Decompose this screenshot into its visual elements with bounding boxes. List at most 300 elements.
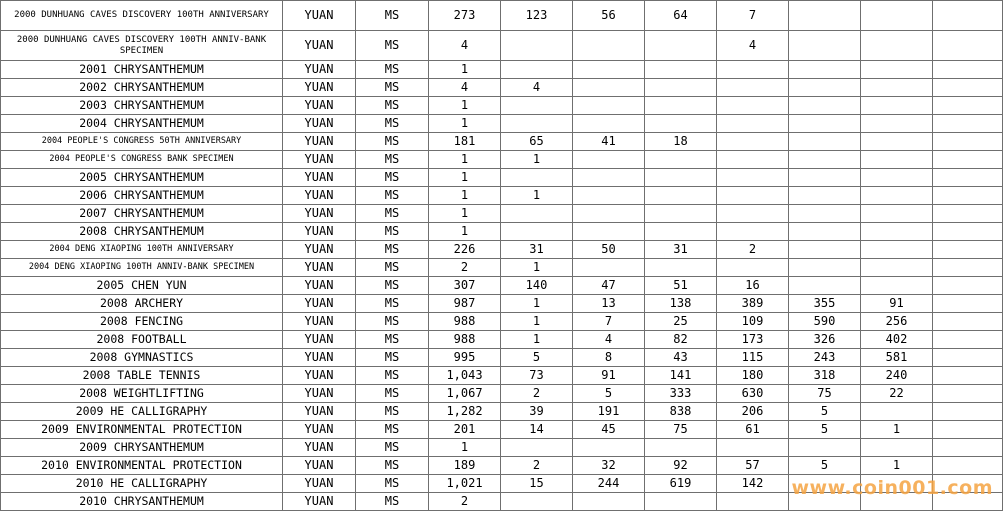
count-cell[interactable] xyxy=(789,133,861,151)
count-cell[interactable]: 5 xyxy=(789,403,861,421)
count-cell[interactable] xyxy=(645,79,717,97)
count-cell[interactable] xyxy=(717,187,789,205)
count-cell[interactable]: 1 xyxy=(429,223,501,241)
count-cell[interactable] xyxy=(645,223,717,241)
count-cell[interactable] xyxy=(501,31,573,61)
denomination-cell[interactable]: YUAN xyxy=(283,331,356,349)
count-cell[interactable]: 180 xyxy=(717,367,789,385)
count-cell[interactable] xyxy=(645,61,717,79)
grade-cell[interactable]: MS xyxy=(356,475,429,493)
count-cell[interactable]: 7 xyxy=(573,313,645,331)
count-cell[interactable] xyxy=(501,115,573,133)
count-cell[interactable]: 201 xyxy=(429,421,501,439)
count-cell[interactable] xyxy=(717,169,789,187)
grade-cell[interactable]: MS xyxy=(356,1,429,31)
count-cell[interactable]: 244 xyxy=(573,475,645,493)
count-cell[interactable]: 73 xyxy=(501,367,573,385)
count-cell[interactable]: 25 xyxy=(645,313,717,331)
count-cell[interactable] xyxy=(861,133,933,151)
count-cell[interactable] xyxy=(789,79,861,97)
count-cell[interactable] xyxy=(717,259,789,277)
count-cell[interactable] xyxy=(501,223,573,241)
count-cell[interactable] xyxy=(501,439,573,457)
denomination-cell[interactable]: YUAN xyxy=(283,457,356,475)
count-cell[interactable] xyxy=(789,187,861,205)
count-cell[interactable] xyxy=(789,115,861,133)
count-cell[interactable]: 14 xyxy=(501,421,573,439)
coin-name-cell[interactable]: 2010 CHRYSANTHEMUM xyxy=(1,493,283,511)
count-cell[interactable]: 57 xyxy=(717,457,789,475)
empty-cell[interactable] xyxy=(933,61,1003,79)
grade-cell[interactable]: MS xyxy=(356,31,429,61)
empty-cell[interactable] xyxy=(933,151,1003,169)
count-cell[interactable] xyxy=(789,169,861,187)
grade-cell[interactable]: MS xyxy=(356,97,429,115)
empty-cell[interactable] xyxy=(933,1,1003,31)
grade-cell[interactable]: MS xyxy=(356,259,429,277)
coin-name-cell[interactable]: 2004 CHRYSANTHEMUM xyxy=(1,115,283,133)
count-cell[interactable]: 43 xyxy=(645,349,717,367)
count-cell[interactable] xyxy=(645,151,717,169)
count-cell[interactable] xyxy=(789,1,861,31)
count-cell[interactable]: 123 xyxy=(501,1,573,31)
denomination-cell[interactable]: YUAN xyxy=(283,61,356,79)
count-cell[interactable]: 206 xyxy=(717,403,789,421)
denomination-cell[interactable]: YUAN xyxy=(283,115,356,133)
coin-name-cell[interactable]: 2000 DUNHUANG CAVES DISCOVERY 100TH ANNIVERSARY xyxy=(1,1,283,31)
empty-cell[interactable] xyxy=(933,349,1003,367)
grade-cell[interactable]: MS xyxy=(356,403,429,421)
count-cell[interactable]: 56 xyxy=(573,1,645,31)
grade-cell[interactable]: MS xyxy=(356,223,429,241)
count-cell[interactable]: 61 xyxy=(717,421,789,439)
count-cell[interactable] xyxy=(573,259,645,277)
count-cell[interactable] xyxy=(789,205,861,223)
count-cell[interactable]: 226 xyxy=(429,241,501,259)
count-cell[interactable]: 1,067 xyxy=(429,385,501,403)
count-cell[interactable]: 1,282 xyxy=(429,403,501,421)
denomination-cell[interactable]: YUAN xyxy=(283,133,356,151)
count-cell[interactable]: 1 xyxy=(501,331,573,349)
count-cell[interactable]: 1,043 xyxy=(429,367,501,385)
table-row xyxy=(1,169,1003,187)
grade-cell[interactable]: MS xyxy=(356,133,429,151)
coin-name-cell[interactable]: 2008 ARCHERY xyxy=(1,295,283,313)
count-cell[interactable]: 2 xyxy=(501,457,573,475)
empty-cell[interactable] xyxy=(933,277,1003,295)
count-cell[interactable]: 1 xyxy=(429,115,501,133)
count-cell[interactable]: 173 xyxy=(717,331,789,349)
table-row xyxy=(1,331,1003,349)
grade-cell[interactable]: MS xyxy=(356,439,429,457)
count-cell[interactable] xyxy=(573,493,645,511)
denomination-cell[interactable]: YUAN xyxy=(283,295,356,313)
count-cell[interactable] xyxy=(573,79,645,97)
count-cell[interactable] xyxy=(861,187,933,205)
denomination-cell[interactable]: YUAN xyxy=(283,259,356,277)
count-cell[interactable] xyxy=(573,205,645,223)
count-cell[interactable]: 109 xyxy=(717,313,789,331)
count-cell[interactable]: 82 xyxy=(645,331,717,349)
count-cell[interactable]: 619 xyxy=(645,475,717,493)
coin-name-cell[interactable]: 2008 CHRYSANTHEMUM xyxy=(1,223,283,241)
denomination-cell[interactable]: YUAN xyxy=(283,385,356,403)
count-cell[interactable]: 987 xyxy=(429,295,501,313)
count-cell[interactable]: 15 xyxy=(501,475,573,493)
count-cell[interactable] xyxy=(645,97,717,115)
empty-cell[interactable] xyxy=(933,223,1003,241)
count-cell[interactable]: 995 xyxy=(429,349,501,367)
count-cell[interactable] xyxy=(645,115,717,133)
count-cell[interactable]: 2 xyxy=(717,241,789,259)
empty-cell[interactable] xyxy=(933,31,1003,61)
count-cell[interactable]: 333 xyxy=(645,385,717,403)
count-cell[interactable] xyxy=(861,439,933,457)
coin-name-cell[interactable]: 2007 CHRYSANTHEMUM xyxy=(1,205,283,223)
coin-name-cell[interactable]: 2009 HE CALLIGRAPHY xyxy=(1,403,283,421)
count-cell[interactable] xyxy=(501,169,573,187)
count-cell[interactable]: 191 xyxy=(573,403,645,421)
count-cell[interactable] xyxy=(861,97,933,115)
grade-cell[interactable]: MS xyxy=(356,385,429,403)
count-cell[interactable] xyxy=(645,259,717,277)
empty-cell[interactable] xyxy=(933,187,1003,205)
count-cell[interactable]: 1 xyxy=(429,97,501,115)
denomination-cell[interactable]: YUAN xyxy=(283,205,356,223)
count-cell[interactable]: 4 xyxy=(573,331,645,349)
count-cell[interactable] xyxy=(717,133,789,151)
count-cell[interactable]: 31 xyxy=(501,241,573,259)
empty-cell[interactable] xyxy=(933,169,1003,187)
count-cell[interactable] xyxy=(717,205,789,223)
grade-cell[interactable]: MS xyxy=(356,457,429,475)
grade-cell[interactable]: MS xyxy=(356,79,429,97)
denomination-cell[interactable]: YUAN xyxy=(283,79,356,97)
empty-cell[interactable] xyxy=(933,331,1003,349)
table-body xyxy=(1,1,1003,511)
denomination-cell[interactable]: YUAN xyxy=(283,31,356,61)
coin-name-cell[interactable]: 2008 WEIGHTLIFTING xyxy=(1,385,283,403)
count-cell[interactable] xyxy=(789,439,861,457)
count-cell[interactable]: 8 xyxy=(573,349,645,367)
coin-name-cell[interactable]: 2004 DENG XIAOPING 100TH ANNIV-BANK SPECIMEN xyxy=(1,259,283,277)
grade-cell[interactable]: MS xyxy=(356,421,429,439)
count-cell[interactable]: 181 xyxy=(429,133,501,151)
count-cell[interactable]: 1 xyxy=(501,151,573,169)
count-cell[interactable]: 18 xyxy=(645,133,717,151)
empty-cell[interactable] xyxy=(933,403,1003,421)
count-cell[interactable]: 91 xyxy=(861,295,933,313)
empty-cell[interactable] xyxy=(933,133,1003,151)
count-cell[interactable] xyxy=(573,439,645,457)
coin-name-cell[interactable]: 2010 HE CALLIGRAPHY xyxy=(1,475,283,493)
count-cell[interactable]: 590 xyxy=(789,313,861,331)
grade-cell[interactable]: MS xyxy=(356,295,429,313)
coin-name-cell[interactable]: 2004 PEOPLE'S CONGRESS 50TH ANNIVERSARY xyxy=(1,133,283,151)
count-cell[interactable] xyxy=(861,277,933,295)
count-cell[interactable]: 45 xyxy=(573,421,645,439)
count-cell[interactable]: 5 xyxy=(501,349,573,367)
count-cell[interactable]: 1 xyxy=(501,295,573,313)
coin-name-cell[interactable]: 2005 CHRYSANTHEMUM xyxy=(1,169,283,187)
count-cell[interactable] xyxy=(861,151,933,169)
count-cell[interactable] xyxy=(573,115,645,133)
coin-name-cell[interactable]: 2004 DENG XIAOPING 100TH ANNIVERSARY xyxy=(1,241,283,259)
grade-cell[interactable]: MS xyxy=(356,205,429,223)
count-cell[interactable]: 41 xyxy=(573,133,645,151)
count-cell[interactable]: 1 xyxy=(861,457,933,475)
count-cell[interactable]: 2 xyxy=(429,493,501,511)
count-cell[interactable]: 389 xyxy=(717,295,789,313)
count-cell[interactable]: 988 xyxy=(429,313,501,331)
count-cell[interactable]: 65 xyxy=(501,133,573,151)
count-cell[interactable]: 92 xyxy=(645,457,717,475)
table-row xyxy=(1,205,1003,223)
coin-name-cell[interactable]: 2001 CHRYSANTHEMUM xyxy=(1,61,283,79)
count-cell[interactable] xyxy=(717,151,789,169)
count-cell[interactable] xyxy=(861,259,933,277)
grade-cell[interactable]: MS xyxy=(356,331,429,349)
empty-cell[interactable] xyxy=(933,259,1003,277)
count-cell[interactable]: 326 xyxy=(789,331,861,349)
count-cell[interactable]: 75 xyxy=(789,385,861,403)
coin-name-cell[interactable]: 2008 GYMNASTICS xyxy=(1,349,283,367)
count-cell[interactable]: 16 xyxy=(717,277,789,295)
denomination-cell[interactable]: YUAN xyxy=(283,313,356,331)
count-cell[interactable]: 142 xyxy=(717,475,789,493)
count-cell[interactable]: 189 xyxy=(429,457,501,475)
empty-cell[interactable] xyxy=(933,457,1003,475)
count-cell[interactable]: 402 xyxy=(861,331,933,349)
denomination-cell[interactable]: YUAN xyxy=(283,223,356,241)
count-cell[interactable] xyxy=(717,97,789,115)
coin-name-cell[interactable]: 2005 CHEN YUN xyxy=(1,277,283,295)
count-cell[interactable]: 31 xyxy=(645,241,717,259)
count-cell[interactable] xyxy=(717,79,789,97)
coin-name-cell[interactable]: 2008 FENCING xyxy=(1,313,283,331)
grade-cell[interactable]: MS xyxy=(356,115,429,133)
denomination-cell[interactable]: YUAN xyxy=(283,493,356,511)
count-cell[interactable]: 2 xyxy=(429,259,501,277)
count-cell[interactable] xyxy=(861,79,933,97)
grade-cell[interactable]: MS xyxy=(356,61,429,79)
count-cell[interactable]: 7 xyxy=(717,1,789,31)
count-cell[interactable] xyxy=(501,61,573,79)
coin-name-cell[interactable]: 2009 CHRYSANTHEMUM xyxy=(1,439,283,457)
count-cell[interactable]: 1 xyxy=(429,205,501,223)
count-cell[interactable] xyxy=(861,1,933,31)
count-cell[interactable] xyxy=(717,493,789,511)
count-cell[interactable] xyxy=(789,61,861,79)
count-cell[interactable]: 243 xyxy=(789,349,861,367)
count-cell[interactable]: 240 xyxy=(861,367,933,385)
empty-cell[interactable] xyxy=(933,115,1003,133)
grade-cell[interactable]: MS xyxy=(356,367,429,385)
denomination-cell[interactable]: YUAN xyxy=(283,187,356,205)
count-cell[interactable]: 51 xyxy=(645,277,717,295)
count-cell[interactable]: 140 xyxy=(501,277,573,295)
count-cell[interactable]: 32 xyxy=(573,457,645,475)
count-cell[interactable]: 141 xyxy=(645,367,717,385)
count-cell[interactable] xyxy=(645,205,717,223)
count-cell[interactable] xyxy=(645,439,717,457)
grade-cell[interactable]: MS xyxy=(356,313,429,331)
coin-name-cell[interactable]: 2008 TABLE TENNIS xyxy=(1,367,283,385)
coin-name-cell[interactable]: 2002 CHRYSANTHEMUM xyxy=(1,79,283,97)
count-cell[interactable]: 4 xyxy=(717,31,789,61)
count-cell[interactable]: 47 xyxy=(573,277,645,295)
empty-cell[interactable] xyxy=(933,97,1003,115)
count-cell[interactable]: 1 xyxy=(501,187,573,205)
empty-cell[interactable] xyxy=(933,385,1003,403)
coin-name-cell[interactable]: 2009 ENVIRONMENTAL PROTECTION xyxy=(1,421,283,439)
coin-name-cell[interactable]: 2010 ENVIRONMENTAL PROTECTION xyxy=(1,457,283,475)
count-cell[interactable]: 318 xyxy=(789,367,861,385)
count-cell[interactable] xyxy=(861,205,933,223)
coin-name-cell[interactable]: 2008 FOOTBALL xyxy=(1,331,283,349)
count-cell[interactable] xyxy=(861,241,933,259)
denomination-cell[interactable]: YUAN xyxy=(283,277,356,295)
count-cell[interactable] xyxy=(789,259,861,277)
grade-cell[interactable]: MS xyxy=(356,241,429,259)
denomination-cell[interactable]: YUAN xyxy=(283,421,356,439)
count-cell[interactable] xyxy=(573,187,645,205)
count-cell[interactable]: 2 xyxy=(501,385,573,403)
grade-cell[interactable]: MS xyxy=(356,169,429,187)
count-cell[interactable] xyxy=(645,493,717,511)
count-cell[interactable]: 630 xyxy=(717,385,789,403)
denomination-cell[interactable]: YUAN xyxy=(283,475,356,493)
count-cell[interactable] xyxy=(717,115,789,133)
count-cell[interactable]: 1 xyxy=(429,151,501,169)
count-cell[interactable]: 4 xyxy=(429,31,501,61)
count-cell[interactable] xyxy=(573,223,645,241)
empty-cell[interactable] xyxy=(933,421,1003,439)
count-cell[interactable] xyxy=(789,277,861,295)
count-cell[interactable] xyxy=(861,31,933,61)
empty-cell[interactable] xyxy=(933,241,1003,259)
count-cell[interactable]: 1 xyxy=(429,439,501,457)
denomination-cell[interactable]: YUAN xyxy=(283,1,356,31)
count-cell[interactable] xyxy=(789,151,861,169)
count-cell[interactable]: 838 xyxy=(645,403,717,421)
count-cell[interactable] xyxy=(573,169,645,187)
count-cell[interactable]: 64 xyxy=(645,1,717,31)
denomination-cell[interactable]: YUAN xyxy=(283,403,356,421)
count-cell[interactable] xyxy=(501,205,573,223)
count-cell[interactable]: 115 xyxy=(717,349,789,367)
coin-name-cell[interactable]: 2004 PEOPLE'S CONGRESS BANK SPECIMEN xyxy=(1,151,283,169)
coin-name-cell[interactable]: 2006 CHRYSANTHEMUM xyxy=(1,187,283,205)
denomination-cell[interactable]: YUAN xyxy=(283,349,356,367)
count-cell[interactable] xyxy=(573,97,645,115)
count-cell[interactable]: 39 xyxy=(501,403,573,421)
count-cell[interactable]: 1 xyxy=(429,169,501,187)
grade-cell[interactable]: MS xyxy=(356,151,429,169)
count-cell[interactable] xyxy=(573,61,645,79)
count-cell[interactable]: 5 xyxy=(789,457,861,475)
empty-cell[interactable] xyxy=(933,79,1003,97)
grade-cell[interactable]: MS xyxy=(356,493,429,511)
count-cell[interactable]: 307 xyxy=(429,277,501,295)
count-cell[interactable]: 1 xyxy=(429,61,501,79)
count-cell[interactable]: 75 xyxy=(645,421,717,439)
count-cell[interactable]: 355 xyxy=(789,295,861,313)
table-row xyxy=(1,115,1003,133)
empty-cell[interactable] xyxy=(933,313,1003,331)
count-cell[interactable]: 256 xyxy=(861,313,933,331)
count-cell[interactable]: 1 xyxy=(429,187,501,205)
grade-cell[interactable]: MS xyxy=(356,349,429,367)
denomination-cell[interactable]: YUAN xyxy=(283,367,356,385)
count-cell[interactable] xyxy=(789,241,861,259)
count-cell[interactable] xyxy=(861,61,933,79)
count-cell[interactable] xyxy=(789,97,861,115)
count-cell[interactable]: 1,021 xyxy=(429,475,501,493)
denomination-cell[interactable]: YUAN xyxy=(283,241,356,259)
count-cell[interactable] xyxy=(501,493,573,511)
count-cell[interactable] xyxy=(573,151,645,169)
count-cell[interactable] xyxy=(717,61,789,79)
empty-cell[interactable] xyxy=(933,439,1003,457)
count-cell[interactable] xyxy=(861,403,933,421)
empty-cell[interactable] xyxy=(933,367,1003,385)
count-cell[interactable] xyxy=(717,223,789,241)
count-cell[interactable]: 273 xyxy=(429,1,501,31)
grade-cell[interactable]: MS xyxy=(356,187,429,205)
count-cell[interactable]: 1 xyxy=(501,313,573,331)
count-cell[interactable]: 1 xyxy=(861,421,933,439)
empty-cell[interactable] xyxy=(933,205,1003,223)
count-cell[interactable]: 5 xyxy=(573,385,645,403)
denomination-cell[interactable]: YUAN xyxy=(283,439,356,457)
denomination-cell[interactable]: YUAN xyxy=(283,151,356,169)
count-cell[interactable]: 988 xyxy=(429,331,501,349)
coin-name-cell[interactable]: 2000 DUNHUANG CAVES DISCOVERY 100TH ANNIV-BANK SPECIMEN xyxy=(1,31,283,61)
denomination-cell[interactable]: YUAN xyxy=(283,97,356,115)
count-cell[interactable] xyxy=(573,31,645,61)
count-cell[interactable] xyxy=(861,169,933,187)
count-cell[interactable] xyxy=(645,187,717,205)
denomination-cell[interactable]: YUAN xyxy=(283,169,356,187)
count-cell[interactable] xyxy=(861,223,933,241)
table-row xyxy=(1,439,1003,457)
count-cell[interactable]: 13 xyxy=(573,295,645,313)
count-cell[interactable]: 138 xyxy=(645,295,717,313)
count-cell[interactable]: 4 xyxy=(429,79,501,97)
count-cell[interactable]: 50 xyxy=(573,241,645,259)
count-cell[interactable] xyxy=(789,31,861,61)
table-row xyxy=(1,241,1003,259)
count-cell[interactable]: 1 xyxy=(501,259,573,277)
count-cell[interactable]: 581 xyxy=(861,349,933,367)
count-cell[interactable] xyxy=(789,223,861,241)
table-row xyxy=(1,97,1003,115)
count-cell[interactable] xyxy=(501,97,573,115)
table-row xyxy=(1,151,1003,169)
count-cell[interactable]: 22 xyxy=(861,385,933,403)
count-cell[interactable] xyxy=(861,115,933,133)
count-cell[interactable] xyxy=(645,169,717,187)
count-cell[interactable]: 4 xyxy=(501,79,573,97)
coin-name-cell[interactable]: 2003 CHRYSANTHEMUM xyxy=(1,97,283,115)
empty-cell[interactable] xyxy=(933,295,1003,313)
count-cell[interactable] xyxy=(645,31,717,61)
count-cell[interactable]: 91 xyxy=(573,367,645,385)
count-cell[interactable] xyxy=(717,439,789,457)
count-cell[interactable]: 5 xyxy=(789,421,861,439)
grade-cell[interactable]: MS xyxy=(356,277,429,295)
